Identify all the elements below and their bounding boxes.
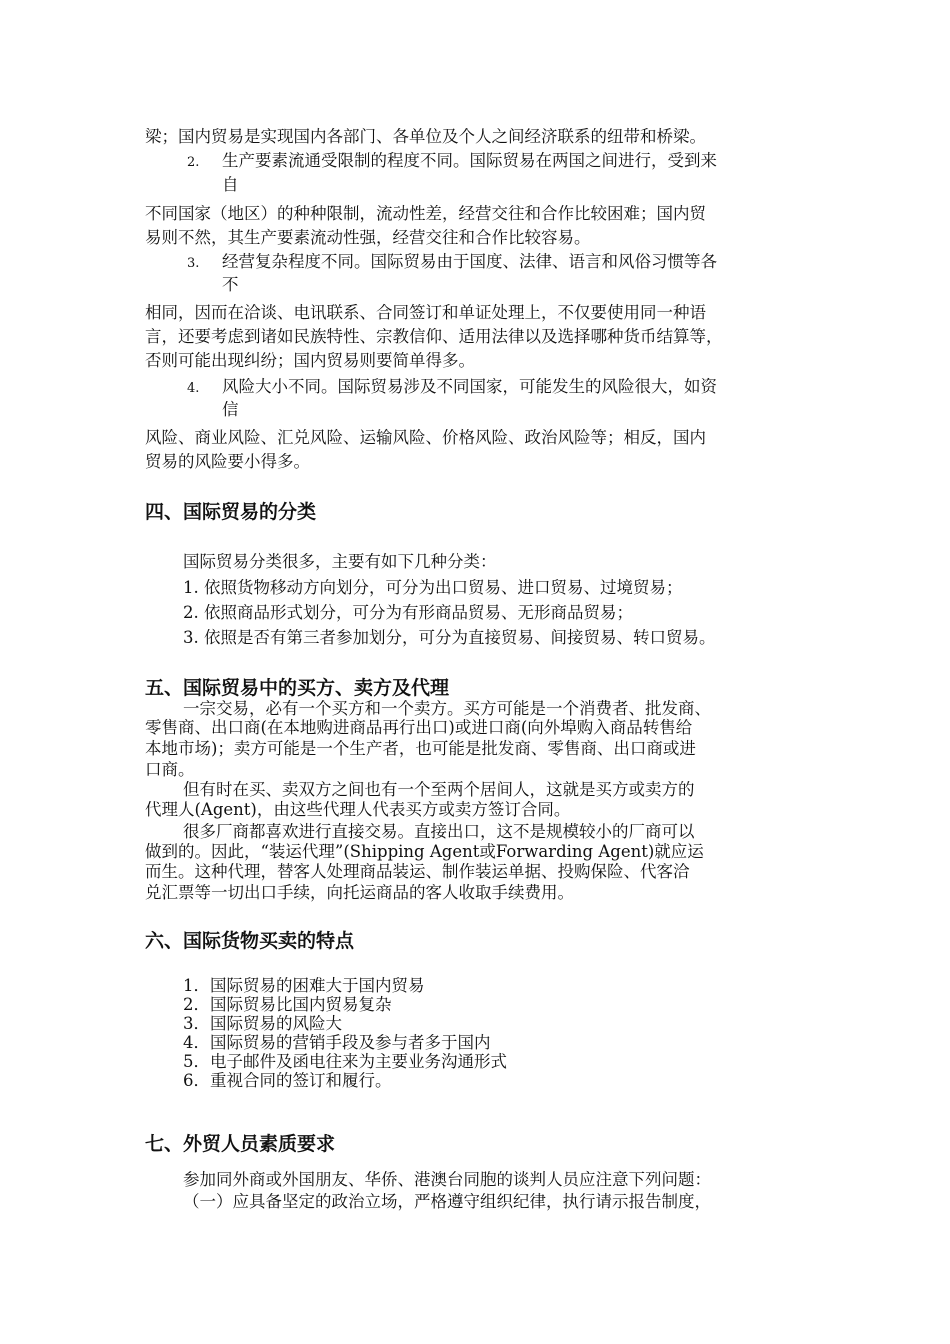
list-item: 4．国际贸易的营销手段及参与者多于国内 xyxy=(183,1033,491,1052)
section-heading: 七、外贸人员素质要求 xyxy=(145,1133,336,1155)
paragraph-line: 风险、商业风险、汇兑风险、运输风险、价格风险、政治风险等；相反，国内 xyxy=(145,428,706,447)
paragraph-line: 贸易的风险要小得多。 xyxy=(145,452,310,471)
list-item-wrap: 自 xyxy=(222,175,239,194)
list-number: 3. xyxy=(187,256,200,271)
paragraph-line: 否则可能出现纠纷；国内贸易则要简单得多。 xyxy=(145,351,475,370)
paragraph-line: （一）应具备坚定的政治立场，严格遵守组织纪律，执行请示报告制度， xyxy=(183,1192,711,1211)
section-heading: 四、国际贸易的分类 xyxy=(145,501,317,523)
paragraph-line: 梁；国内贸易是实现国内各部门、各单位及个人之间经济联系的纽带和桥梁。 xyxy=(145,127,706,146)
paragraph-line: 做到的。因此，“装运代理”(Shipping Agent或Forwarding Agent)就应运 xyxy=(145,842,704,861)
paragraph-line: 零售商、出口商(在本地购进商品再行出口)或进口商(向外埠购入商品转售给 xyxy=(145,718,693,737)
paragraph-line: 易则不然，其生产要素流动性强，经营交往和合作比较容易。 xyxy=(145,228,591,247)
list-number: 2. xyxy=(187,155,200,170)
list-item: 2. 依照商品形式划分，可分为有形商品贸易、无形商品贸易； xyxy=(183,603,633,622)
paragraph-line: 本地市场)；卖方可能是一个生产者，也可能是批发商、零售商、出口商或进 xyxy=(145,739,696,758)
paragraph-line: 不同国家（地区）的种种限制，流动性差，经营交往和合作比较困难；国内贸 xyxy=(145,204,706,223)
paragraph-line: 国际贸易分类很多，主要有如下几种分类： xyxy=(183,552,497,571)
paragraph-line: 而生。这种代理，替客人处理商品装运、制作装运单据、投购保险、代客洽 xyxy=(145,862,690,881)
paragraph-line: 参加同外商或外国朋友、华侨、港澳台同胞的谈判人员应注意下列问题： xyxy=(183,1170,711,1189)
paragraph-line: 相同，因而在洽谈、电讯联系、合同签订和单证处理上，不仅要使用同一种语 xyxy=(145,303,706,322)
list-item: 5．电子邮件及函电往来为主要业务沟通形式 xyxy=(183,1052,507,1071)
paragraph-line: 但有时在买、卖双方之间也有一个至两个居间人，这就是买方或卖方的 xyxy=(183,780,695,799)
list-item: 1．国际贸易的困难大于国内贸易 xyxy=(183,976,425,995)
paragraph-line: 很多厂商都喜欢进行直接交易。直接出口，这不是规模较小的厂商可以 xyxy=(183,822,695,841)
list-item-first-line: 生产要素流通受限制的程度不同。国际贸易在两国之间进行，受到来 xyxy=(222,151,717,170)
paragraph-line: 代理人(Agent)，由这些代理人代表买方或卖方签订合同。 xyxy=(145,800,571,819)
list-item: 3. 依照是否有第三者参加划分，可分为直接贸易、间接贸易、转口贸易。 xyxy=(183,628,716,647)
paragraph-line: 一宗交易，必有一个买方和一个卖方。买方可能是一个消费者、批发商、 xyxy=(183,699,711,718)
section-heading: 六、国际货物买卖的特点 xyxy=(145,930,355,952)
list-item-first-line: 经营复杂程度不同。国际贸易由于国度、法律、语言和风俗习惯等各 xyxy=(222,252,717,271)
list-item: 2．国际贸易比国内贸易复杂 xyxy=(183,995,392,1014)
list-item: 1. 依照货物移动方向划分，可分为出口贸易、进口贸易、过境贸易； xyxy=(183,578,683,597)
section-heading: 五、国际贸易中的买方、卖方及代理 xyxy=(145,677,450,699)
paragraph-line: 口商。 xyxy=(145,760,195,779)
list-item-wrap: 信 xyxy=(222,400,239,419)
paragraph-line: 兑汇票等一切出口手续，向托运商品的客人收取手续费用。 xyxy=(145,883,574,902)
list-item-wrap: 不 xyxy=(222,275,239,294)
list-item-first-line: 风险大小不同。国际贸易涉及不同国家，可能发生的风险很大，如资 xyxy=(222,377,717,396)
list-item: 6．重视合同的签订和履行。 xyxy=(183,1071,392,1090)
list-number: 4. xyxy=(187,381,200,396)
list-item: 3．国际贸易的风险大 xyxy=(183,1014,342,1033)
paragraph-line: 言，还要考虑到诸如民族特性、宗教信仰、适用法律以及选择哪种货币结算等， xyxy=(145,327,723,346)
